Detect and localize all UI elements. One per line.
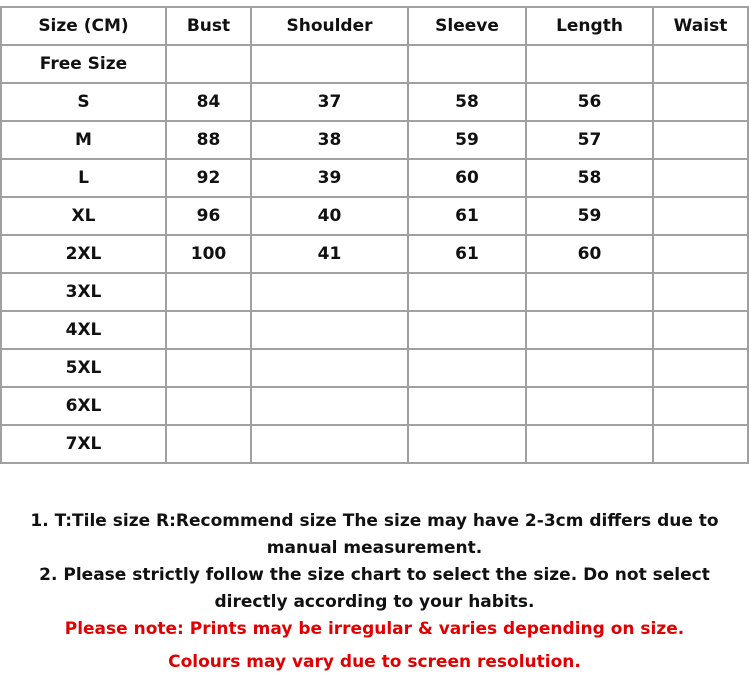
warning-colours: Colours may vary due to screen resolution. xyxy=(168,652,581,672)
cell-length xyxy=(526,387,653,425)
cell-waist xyxy=(653,349,748,387)
cell-size: 3XL xyxy=(1,273,166,311)
table-row xyxy=(1,83,748,121)
cell-size: Free Size xyxy=(1,45,166,83)
table-row xyxy=(1,273,748,311)
cell-bust xyxy=(166,349,251,387)
cell-length xyxy=(526,45,653,83)
cell-sleeve: 60 xyxy=(408,159,526,197)
cell-bust xyxy=(166,425,251,463)
cell-length: 59 xyxy=(526,197,653,235)
table-row xyxy=(1,159,748,197)
table-row xyxy=(1,349,748,387)
cell-length: 56 xyxy=(526,83,653,121)
cell-size: 4XL xyxy=(1,311,166,349)
header-length: Length xyxy=(526,7,653,45)
warning-prints: Please note: Prints may be irregular & varies depending on size. xyxy=(64,619,685,639)
cell-size: 5XL xyxy=(1,349,166,387)
table-row xyxy=(1,425,748,463)
cell-shoulder xyxy=(251,273,408,311)
cell-sleeve xyxy=(408,45,526,83)
cell-bust xyxy=(166,311,251,349)
size-chart-table xyxy=(0,6,749,464)
cell-waist xyxy=(653,197,748,235)
cell-length: 58 xyxy=(526,159,653,197)
cell-sleeve xyxy=(408,349,526,387)
cell-waist xyxy=(653,235,748,273)
header-bust: Bust xyxy=(166,7,251,45)
cell-sleeve xyxy=(408,273,526,311)
cell-size: 6XL xyxy=(1,387,166,425)
cell-shoulder: 41 xyxy=(251,235,408,273)
cell-shoulder xyxy=(251,349,408,387)
cell-shoulder: 37 xyxy=(251,83,408,121)
cell-length xyxy=(526,349,653,387)
cell-size: XL xyxy=(1,197,166,235)
cell-bust: 100 xyxy=(166,235,251,273)
header-waist: Waist xyxy=(653,7,748,45)
cell-shoulder xyxy=(251,387,408,425)
table-row xyxy=(1,45,748,83)
cell-waist xyxy=(653,425,748,463)
cell-length: 60 xyxy=(526,235,653,273)
cell-shoulder: 39 xyxy=(251,159,408,197)
cell-shoulder xyxy=(251,311,408,349)
note-follow-chart: 2. Please strictly follow the size chart to select the size. Do not select directly according to your habits. xyxy=(39,565,710,612)
cell-sleeve xyxy=(408,311,526,349)
header-shoulder: Shoulder xyxy=(251,7,408,45)
cell-bust: 92 xyxy=(166,159,251,197)
table-header-row xyxy=(1,7,748,45)
cell-sleeve: 59 xyxy=(408,121,526,159)
table-row xyxy=(1,121,748,159)
table-row xyxy=(1,235,748,273)
cell-waist xyxy=(653,387,748,425)
cell-size: 7XL xyxy=(1,425,166,463)
cell-length xyxy=(526,311,653,349)
cell-length xyxy=(526,273,653,311)
header-sleeve: Sleeve xyxy=(408,7,526,45)
cell-bust: 88 xyxy=(166,121,251,159)
cell-shoulder xyxy=(251,425,408,463)
cell-bust: 84 xyxy=(166,83,251,121)
cell-bust xyxy=(166,387,251,425)
cell-waist xyxy=(653,273,748,311)
table-row xyxy=(1,311,748,349)
table-row xyxy=(1,197,748,235)
cell-size: 2XL xyxy=(1,235,166,273)
cell-waist xyxy=(653,121,748,159)
header-size: Size (CM) xyxy=(1,7,166,45)
cell-sleeve xyxy=(408,425,526,463)
cell-bust: 96 xyxy=(166,197,251,235)
note-manual-measurement: 1. T:Tile size R:Recommend size The size may have 2-3cm differs due to manual measurement. xyxy=(30,511,719,558)
cell-waist xyxy=(653,159,748,197)
cell-bust xyxy=(166,45,251,83)
cell-sleeve: 58 xyxy=(408,83,526,121)
cell-bust xyxy=(166,273,251,311)
cell-length: 57 xyxy=(526,121,653,159)
cell-waist xyxy=(653,311,748,349)
cell-length xyxy=(526,425,653,463)
table-row xyxy=(1,387,748,425)
cell-shoulder: 40 xyxy=(251,197,408,235)
size-notes xyxy=(0,508,749,676)
cell-sleeve xyxy=(408,387,526,425)
cell-size: M xyxy=(1,121,166,159)
cell-shoulder: 38 xyxy=(251,121,408,159)
cell-sleeve: 61 xyxy=(408,235,526,273)
cell-shoulder xyxy=(251,45,408,83)
cell-waist xyxy=(653,45,748,83)
cell-waist xyxy=(653,83,748,121)
cell-size: S xyxy=(1,83,166,121)
cell-sleeve: 61 xyxy=(408,197,526,235)
cell-size: L xyxy=(1,159,166,197)
